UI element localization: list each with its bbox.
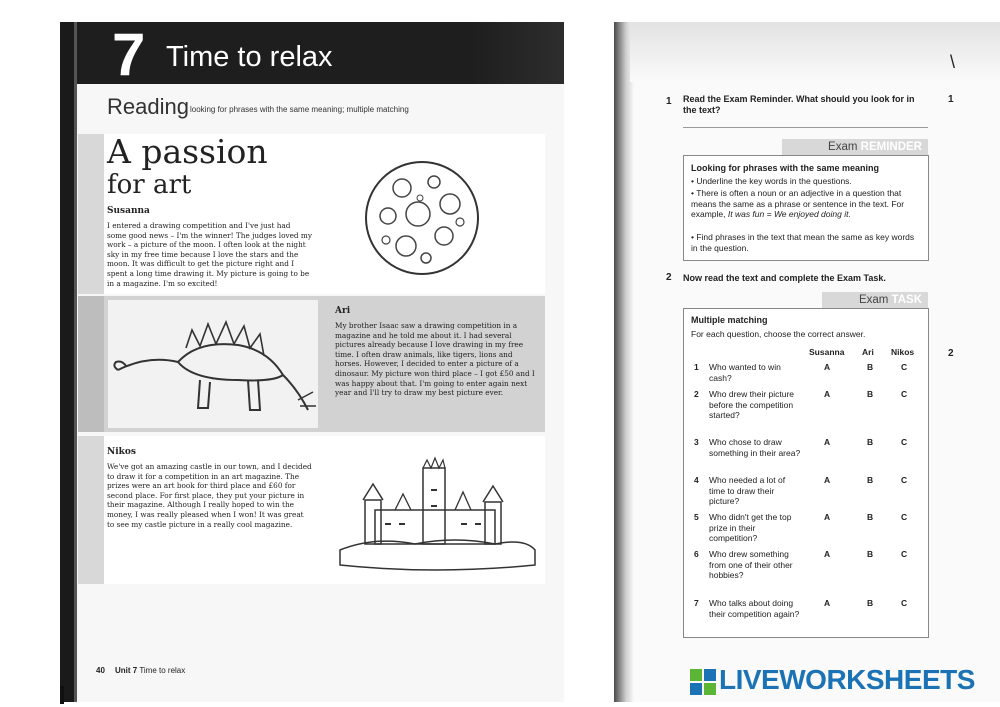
exam-task-box: [683, 308, 929, 638]
option-a[interactable]: A: [824, 512, 831, 522]
exam-reminder-tag: [782, 139, 928, 155]
question-1-number: 1: [666, 96, 672, 107]
page-number-value: 40: [96, 666, 105, 675]
task-title: Multiple matching: [691, 315, 768, 325]
ari-name: Ari: [335, 306, 351, 316]
option-c[interactable]: C: [901, 549, 908, 559]
option-b[interactable]: B: [867, 475, 874, 485]
bullet-text: Underline the key words in the questions.: [696, 176, 852, 186]
task-row-number: 3: [694, 437, 699, 447]
article-headline-line2: for art: [107, 170, 192, 200]
nikos-name: Nikos: [107, 447, 136, 457]
task-row-question: Who drew their picture before the competition started?: [709, 389, 795, 420]
exam-task-tag: [822, 292, 928, 308]
option-c[interactable]: C: [901, 512, 908, 522]
reminder-bullet-3: • Find phrases in the text that mean the same as key words in the question.: [691, 232, 915, 253]
unit-header-fade: [470, 22, 564, 84]
task-row-question: Who chose to draw something in their area?: [709, 437, 801, 458]
castle-drawing-image: [335, 440, 540, 580]
option-b[interactable]: B: [867, 362, 874, 372]
page-edge-shadow: [60, 22, 74, 702]
bullet-text: There is often a noun or an adjective in a question that means the same as a phrase or sentence in the text. For example,: [691, 188, 905, 219]
option-a[interactable]: A: [824, 362, 831, 372]
option-a[interactable]: A: [824, 475, 831, 485]
margin-number-1: 1: [948, 94, 954, 105]
divider: [683, 127, 928, 128]
page-gutter: [564, 22, 614, 702]
task-row-number: 1: [694, 362, 699, 372]
task-row-number: 6: [694, 549, 699, 559]
nikos-paragraph: We've got an amazing castle in our town, and I decided to draw it for a competition in an art magazine. The prizes were an art book for third place and £60 for second place. For first place, they put your picture in their magazine. Although I really hoped to win the money, I was really pleased when I won! It was great to see my castle picture in a really cool magazine.: [107, 462, 312, 529]
task-row-question: Who needed a lot of time to draw their picture?: [709, 475, 786, 506]
section-title: Reading: [107, 94, 189, 119]
task-row-number: 2: [694, 389, 699, 399]
option-a[interactable]: A: [824, 549, 831, 559]
option-b[interactable]: B: [867, 598, 874, 608]
margin-mark: \: [950, 52, 956, 72]
column-header-ari: Ari: [862, 347, 874, 357]
task-row-number: 4: [694, 475, 699, 485]
option-c[interactable]: C: [901, 437, 908, 447]
side-band: [78, 436, 104, 584]
bullet-example: It was fun = We enjoyed doing it.: [727, 209, 851, 219]
section-subtitle: looking for phrases with the same meaning; multiple matching: [190, 105, 409, 114]
task-row-question: Who drew something from one of their other hobbies?: [709, 549, 793, 580]
unit-number: 7: [112, 21, 146, 88]
right-page-top-shade: [630, 22, 1000, 82]
task-row-number: 7: [694, 598, 699, 608]
option-c[interactable]: C: [901, 389, 908, 399]
page-edge-line: [74, 22, 77, 702]
reminder-bullet-2: • There is often a noun or an adjective in a question that means the same as a phrase or sentence in the text. For example, It was fun = We enjoyed doing it.: [691, 188, 905, 219]
option-b[interactable]: B: [867, 512, 874, 522]
page-edge-mark: [60, 686, 64, 704]
option-c[interactable]: C: [901, 475, 908, 485]
footer-title: Time to relax: [139, 666, 186, 675]
reminder-title: Looking for phrases with the same meaning: [691, 163, 880, 173]
tag-reminder-word: REMINDER: [860, 141, 922, 153]
task-row-number: 5: [694, 512, 699, 522]
option-b[interactable]: B: [867, 389, 874, 399]
question-2-number: 2: [666, 272, 672, 283]
tag-exam-word: Exam: [828, 141, 858, 153]
question-2-text: Now read the text and complete the Exam Task.: [683, 273, 886, 283]
task-row-question: Who didn't get the top prize in their competition?: [709, 512, 792, 543]
bullet-text: Find phrases in the text that mean the same as key words in the question.: [691, 232, 915, 253]
liveworksheets-logo[interactable]: LIVEWORKSHEETS: [719, 664, 975, 695]
unit-title: Time to relax: [166, 41, 333, 73]
susanna-name: Susanna: [107, 206, 150, 216]
dinosaur-drawing-image: [108, 300, 318, 428]
footer-unit-label: [115, 666, 185, 675]
option-c[interactable]: C: [901, 362, 908, 372]
page-number: [96, 666, 105, 675]
task-instruction: For each question, choose the correct answer.: [691, 329, 866, 339]
option-b[interactable]: B: [867, 437, 874, 447]
moon-drawing-image: [362, 158, 482, 278]
reminder-bullet-1: • Underline the key words in the questions.: [691, 176, 852, 186]
task-row-question: Who talks about doing their competition again?: [709, 598, 800, 619]
option-a[interactable]: A: [824, 437, 831, 447]
right-page-shadow: [614, 22, 634, 702]
column-header-nikos: Nikos: [891, 347, 915, 357]
margin-number-2: 2: [948, 348, 954, 359]
option-c[interactable]: C: [901, 598, 908, 608]
option-a[interactable]: A: [824, 598, 831, 608]
tag-exam-word: Exam: [858, 294, 889, 306]
article-headline-line1: A passion: [107, 132, 268, 171]
footer-unit: Unit 7: [115, 666, 138, 675]
option-a[interactable]: A: [824, 389, 831, 399]
side-band: [78, 296, 104, 432]
susanna-paragraph: I entered a drawing competition and I've just had some good news – I'm the winner! The judges loved my work – a picture of the moon. I often look at the night sky in my free time because I love the stars and the moon. It was difficult to get the picture right and I spent a long time drawing it. My picture is going to be in a magazine. I'm so excited!: [107, 221, 312, 288]
task-row-question: Who wanted to win cash?: [709, 362, 781, 383]
option-b[interactable]: B: [867, 549, 874, 559]
question-1-text: Read the Exam Reminder. What should you look for in the text?: [683, 94, 915, 115]
liveworksheets-logo-icon: [690, 669, 716, 695]
column-header-susanna: Susanna: [809, 347, 845, 357]
tag-task-word: TASK: [891, 294, 922, 306]
side-band: [78, 134, 104, 294]
ari-paragraph: My brother Isaac saw a drawing competition in a magazine and he told me about it. I had several pictures already because I love drawing in my free time. I often draw animals, like tigers, lions and horses. However, I decided to enter a picture of a dinosaur. My picture won third place – I got £50 and I was happy about that. I'm going to enter again next year and I'll try to draw my best picture ever.: [335, 321, 535, 398]
